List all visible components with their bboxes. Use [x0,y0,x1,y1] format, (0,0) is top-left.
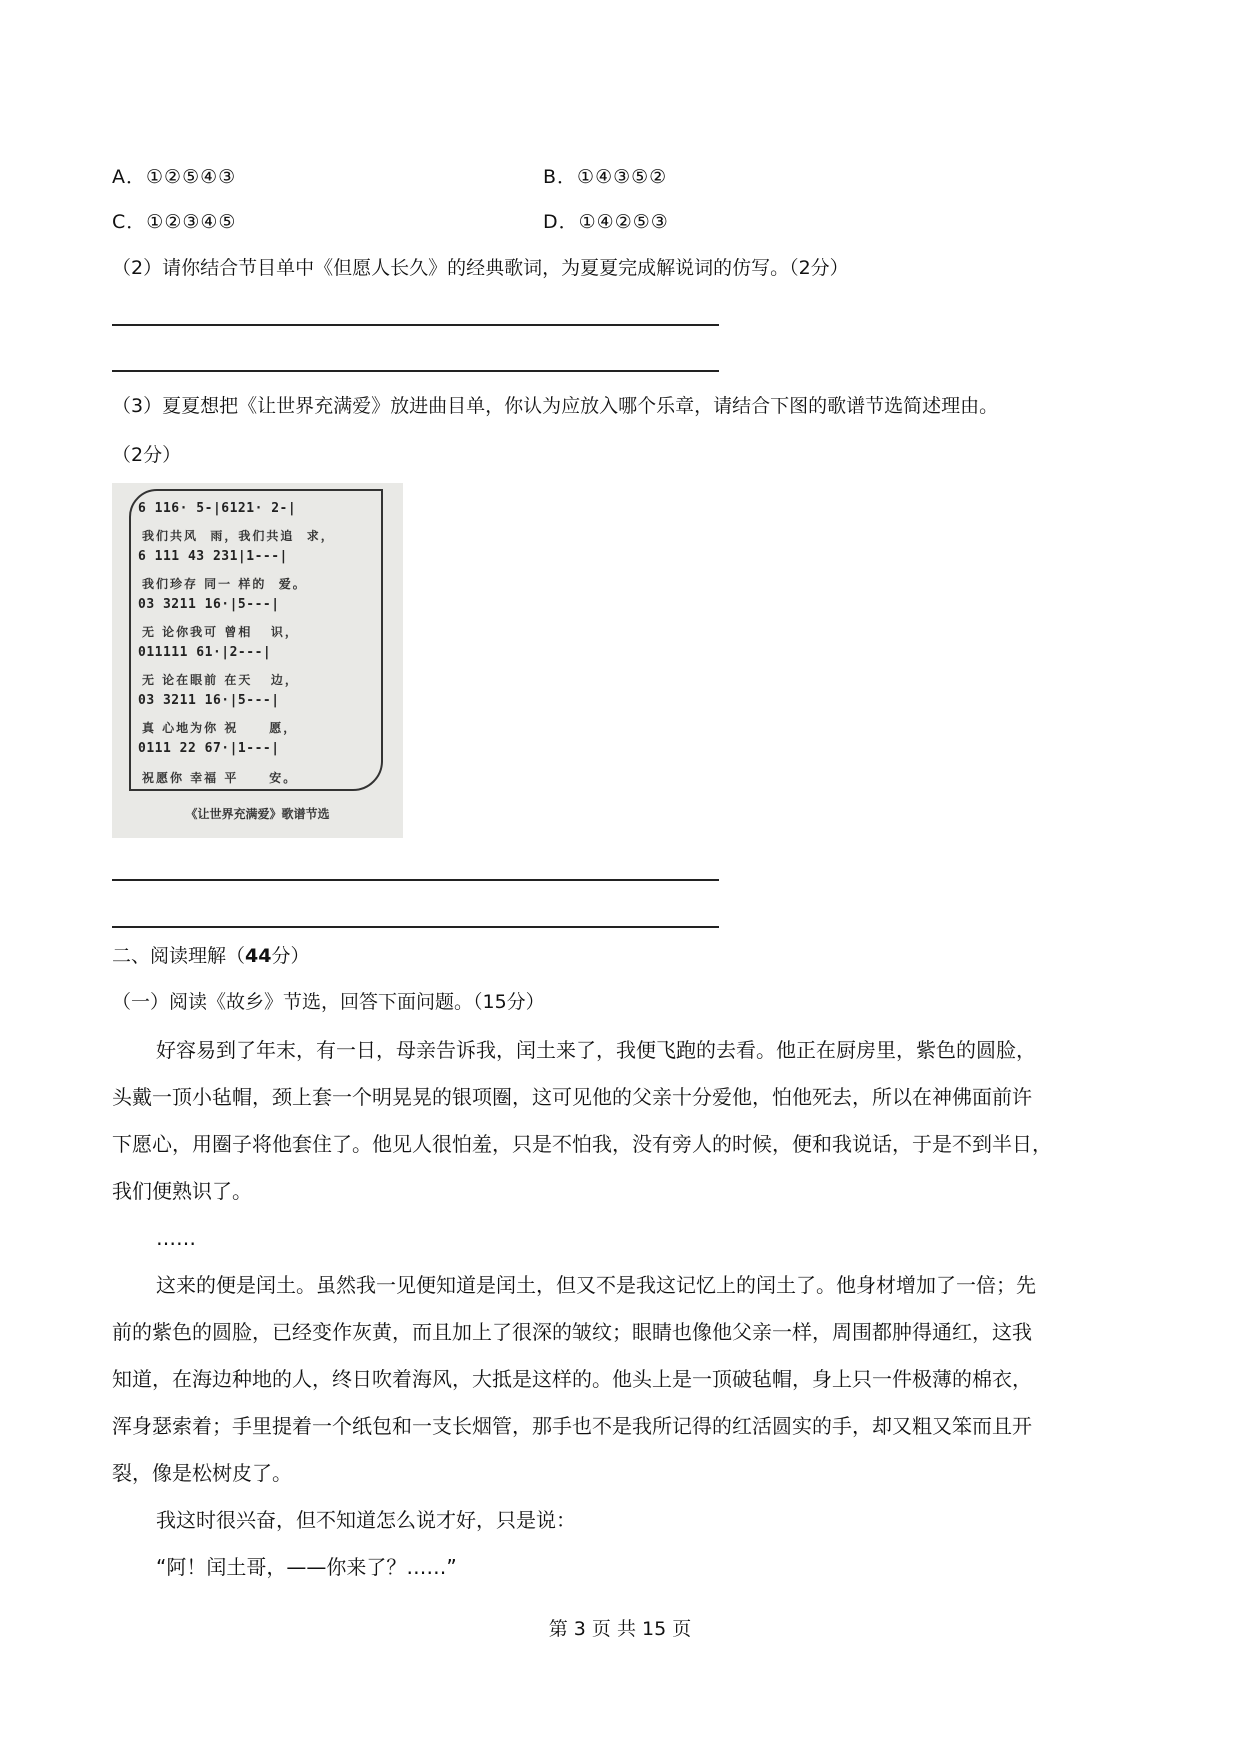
score-lyric-row-5: 真 心地为你 祝 愿， [142,721,298,735]
section-2-heading [112,944,309,968]
option-c-label: C． [112,211,147,233]
score-lyric-row-6: 祝愿你 幸福 平 安。 [142,771,298,785]
score-lyric-row-1: 我们共风 雨，我们共追 求， [142,529,335,543]
option-d-label: D． [543,211,579,233]
score-lyric-row-2: 我们珍存 同一 样的 爱。 [142,577,307,591]
option-b-label: B． [543,166,578,188]
passage-ellipsis: …… [156,1226,196,1250]
subsection-1-heading: （一）阅读《故乡》节选，回答下面问题。（15分） [112,991,545,1013]
option-b-value: ①④③⑤② [577,166,668,188]
option-d-value: ①④②⑤③ [578,211,669,233]
section-2-heading-score: 44 [245,945,272,967]
question-3-score: （2分） [112,444,182,466]
passage-line-1: 好容易到了年末，有一日，母亲告诉我，闰土来了，我便飞跑的去看。他正在厨房里，紫色的圆脸， [156,1038,1036,1062]
option-d [543,210,669,234]
score-notation-row-6: 0111 22 67·|1---| [138,741,280,756]
score-notation-row-2: 6 111 43 231|1---| [138,549,288,564]
passage-line-7: 前的紫色的圆脸，已经变作灰黄，而且加上了很深的皱纹；眼睛也像他父亲一样，周围都肿得通红，这我 [112,1320,1032,1344]
passage-line-9: 浑身瑟索着；手里提着一个纸包和一支长烟管，那手也不是我所记得的红活圆实的手，却又粗又笨而且开 [112,1414,1032,1438]
passage-line-10: 裂，像是松树皮了。 [112,1461,292,1485]
section-2-heading-suffix: 分） [271,945,310,967]
passage-line-6: 这来的便是闰土。虽然我一见便知道是闰土，但又不是我这记忆上的闰土了。他身材增加了一倍；先 [156,1273,1036,1297]
passage [112,1027,1152,1591]
answer-line-q3-2[interactable] [112,926,719,928]
score-notation-row-4: 011111 61·|2---| [138,645,272,660]
option-a-label: A． [112,166,146,188]
question-3-text: （3）夏夏想把《让世界充满爱》放进曲目单，你认为应放入哪个乐章，请结合下图的歌谱节选简述理由。 [112,395,999,417]
question-2-text: （2）请你结合节目单中《但愿人长久》的经典歌词，为夏夏完成解说词的仿写。（2分） [112,257,849,279]
music-score-image [112,483,403,838]
answer-line-q2-1[interactable] [112,324,719,326]
score-caption: 《让世界充满爱》歌谱节选 [185,807,330,821]
section-2-heading-prefix: 二、阅读理解（ [112,945,246,967]
option-b [543,165,667,189]
option-c [112,210,236,234]
passage-line-3: 下愿心，用圈子将他套住了。他见人很怕羞，只是不怕我，没有旁人的时候，便和我说话，于是不到半日， [112,1132,1052,1156]
page-footer: 第 3 页 共 15 页 [548,1618,692,1640]
passage-line-8: 知道，在海边种地的人，终日吹着海风，大抵是这样的。他头上是一顶破毡帽，身上只一件极薄的棉衣， [112,1367,1032,1391]
score-notation-row-1: 6 116· 5-|6121· 2-| [138,501,297,516]
passage-line-2: 头戴一顶小毡帽，颈上套一个明晃晃的银项圈，这可见他的父亲十分爱他，怕他死去，所以在神佛面前许 [112,1085,1032,1109]
score-lyric-row-4: 无 论在眼前 在天 边， [142,673,299,687]
passage-line-11: 我这时很兴奋，但不知道怎么说才好，只是说： [156,1508,576,1532]
passage-line-12: “阿！闰土哥，——你来了？……” [156,1555,457,1579]
option-c-value: ①②③④⑤ [146,211,237,233]
option-a-value: ①②⑤④③ [146,166,237,188]
answer-line-q2-2[interactable] [112,370,719,372]
option-a [112,165,236,189]
answer-line-q3-1[interactable] [112,879,719,881]
score-lyric-row-3: 无 论你我可 曾相 识， [142,625,299,639]
passage-line-4: 我们便熟识了。 [112,1179,252,1203]
score-notation-row-3: 03 3211 16·|5---| [138,597,280,612]
score-notation-row-5: 03 3211 16·|5---| [138,693,280,708]
